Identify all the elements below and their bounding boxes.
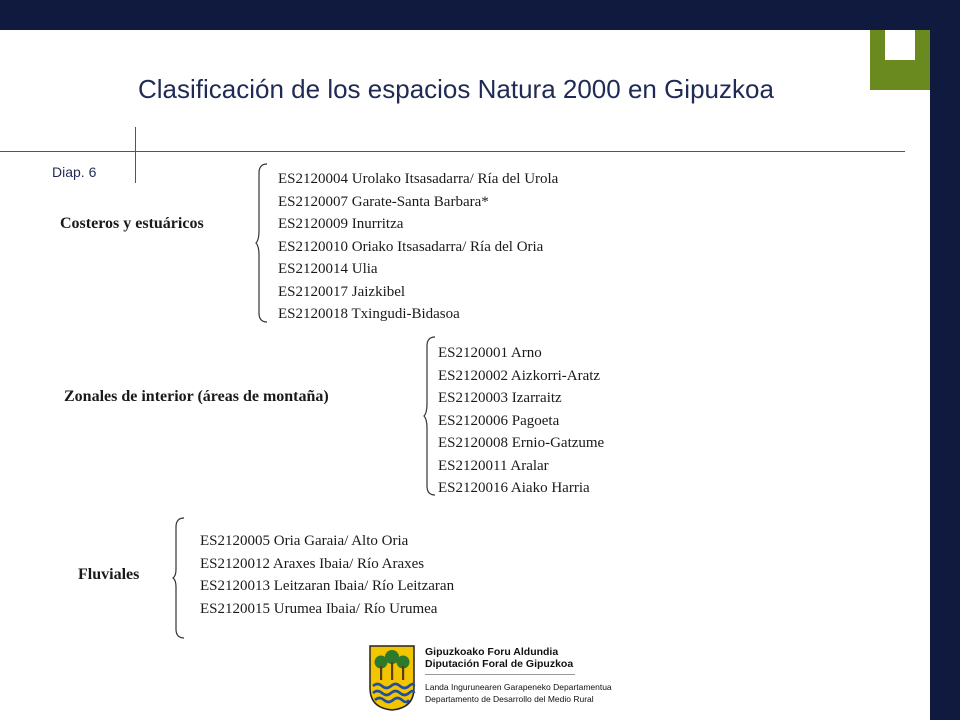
dept-es: Departamento de Desarrollo del Medio Rural bbox=[425, 694, 594, 704]
list-item: ES2120010 Oriako Itsasadarra/ Ría del Oria bbox=[278, 238, 544, 255]
footer-divider bbox=[425, 674, 575, 675]
list-item: ES2120006 Pagoeta bbox=[438, 412, 560, 429]
list-item: ES2120003 Izarraitz bbox=[438, 390, 562, 406]
org-name-eu: Gipuzkoako Foru Aldundia bbox=[425, 646, 559, 658]
list-item: ES2120014 Ulia bbox=[278, 261, 378, 277]
list-item: ES2120018 Txingudi-Bidasoa bbox=[278, 306, 460, 322]
list-item: ES2120008 Ernio-Gatzume bbox=[438, 435, 605, 451]
category-label-costeros: Costeros y estuáricos bbox=[60, 215, 204, 232]
list-fluviales bbox=[200, 530, 454, 620]
list-item: ES2120015 Urumea Ibaia/ Río Urumea bbox=[200, 600, 438, 617]
dept-eu: Landa Ingurunearen Garapeneko Departamentua bbox=[425, 682, 612, 692]
list-item: ES2120002 Aizkorri-Aratz bbox=[438, 367, 601, 384]
list-item: ES2120005 Oria Garaia/ Alto Oria bbox=[200, 533, 409, 549]
list-item: ES2120004 Urolako Itsasadarra/ Ría del Urola bbox=[278, 171, 559, 187]
category-label-fluviales: Fluviales bbox=[78, 566, 140, 583]
footer-organization bbox=[425, 646, 612, 705]
header-vertical-divider bbox=[135, 127, 136, 183]
list-item: ES2120017 Jaizkibel bbox=[278, 283, 406, 300]
list-item: ES2120001 Arno bbox=[438, 345, 542, 361]
top-bar bbox=[0, 0, 960, 30]
brace-costeros bbox=[255, 163, 269, 323]
list-zonales bbox=[438, 342, 604, 500]
list-item: ES2120016 Aiako Harria bbox=[438, 480, 590, 496]
list-item: ES2120013 Leitzaran Ibaia/ Río Leitzaran bbox=[200, 578, 455, 594]
slide-number: Diap. 6 bbox=[52, 164, 97, 180]
list-item: ES2120011 Aralar bbox=[438, 457, 549, 474]
org-name-es: Diputación Foral de Gipuzkoa bbox=[425, 658, 574, 670]
page-title: Clasificación de los espacios Natura 2000 en Gipuzkoa bbox=[138, 74, 774, 104]
list-item: ES2120009 Inurritza bbox=[278, 216, 404, 232]
brace-zonales bbox=[423, 336, 437, 496]
accent-square-inner bbox=[885, 30, 915, 60]
list-costeros bbox=[278, 168, 558, 326]
brace-fluviales bbox=[172, 517, 186, 640]
list-item: ES2120012 Araxes Ibaia/ Río Araxes bbox=[200, 555, 425, 572]
category-label-zonales: Zonales de interior (áreas de montaña) bbox=[64, 388, 329, 405]
right-bar bbox=[930, 30, 960, 720]
list-item: ES2120007 Garate-Santa Barbara* bbox=[278, 193, 489, 210]
gipuzkoa-coat-of-arms-icon bbox=[368, 644, 416, 712]
